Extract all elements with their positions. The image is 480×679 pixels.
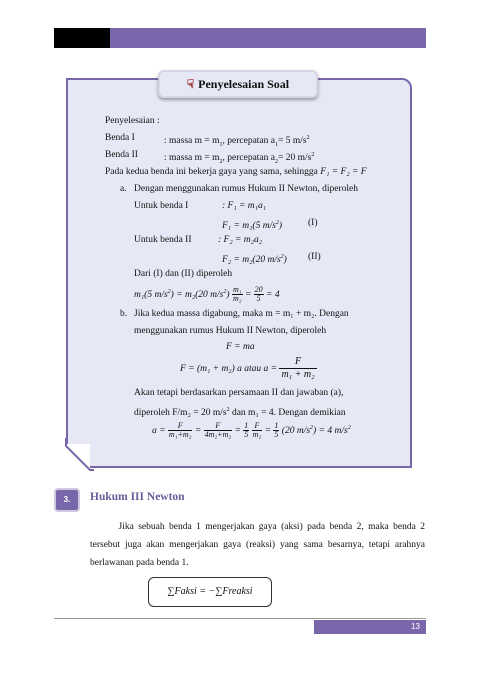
item-b-label: b.: [120, 309, 128, 319]
dari-text: Dari (I) dan (II) diperoleh: [134, 269, 233, 279]
newton3-formula: ∑Faksi = −∑Freaksi: [167, 586, 253, 597]
page-number: 13: [314, 620, 426, 634]
header-bar-purple: [110, 28, 426, 48]
section-number-badge: 3.: [54, 488, 80, 512]
benda1-label: Benda I: [105, 133, 135, 143]
eq1a: : F₁ = m₁a₁: [222, 201, 267, 211]
box-corner-notch: [64, 438, 94, 472]
benda2-desc: : massa $m = m_2$, percepatan $a_2= 20$ $m/s^2$: [164, 152, 315, 166]
akan-line2: diperoleh F/m₂ = 20 $m/s^2$ dan m₁ = 4. Dengan demikian: [134, 407, 346, 419]
header-bar-black: [54, 28, 110, 48]
newton3-formula-box: [148, 577, 272, 607]
eq2b: F₂ = m₂(20 $m/s^2$): [222, 254, 287, 266]
ratio-eq: m₁(5 $m/s^2) = m_2(20$ $m/s^2$) $\frac{\text{m₁}}{\text{m₂}}$ = $\frac{20}{5}$ = 4: [134, 285, 280, 304]
solution-title: Penyelesaian Soal: [198, 77, 290, 91]
final-eq: a = $\frac{F}{\text{m₁+m₂}}$ = $\frac{F}{\text{4m₂+m₂}}$ = $\frac{1}{5}$ $\frac{F}{\text{m₂}}$ = $\frac{1}{5}$ (20 $m/s^2) = 4$ $m/s^2$: [152, 421, 351, 440]
f-ma: F = ma: [226, 342, 255, 352]
eq1b: F₁ = m₁(5 $m/s^2$): [222, 220, 283, 232]
line3: Pada kedua benda ini bekerja gaya yang sama, sehingga F₁ = F₂ = F: [105, 167, 367, 177]
hand-pointer-icon: ☟: [186, 77, 195, 91]
tag2: (II): [308, 252, 321, 262]
intro-text: Penyelesaian :: [105, 116, 160, 126]
tag1: (I): [308, 218, 318, 228]
section-paragraph: Jika sebuah benda 1 mengerjakan gaya (aksi) pada benda 2, maka benda 2 tersebut juga akan mengerjakan gaya (reaksi) yang sama besarnya, tetapi arahnya berlawanan pada benda 1.: [90, 522, 425, 568]
item-a-label: a.: [120, 184, 127, 194]
footer-line: [54, 618, 426, 619]
eq2a: : F₂ = m₂a₂: [218, 235, 263, 245]
item-b-line1: Jika kedua massa digabung, maka m = m₁ + m₂. Dengan: [134, 309, 349, 319]
f-eq: F = (m₁ + m₂) a atau a = $\frac{F}{\text{m₁ + m₂}}$: [180, 356, 315, 381]
benda2-label: Benda II: [105, 150, 138, 160]
untuk-benda1: Untuk benda I: [134, 201, 189, 211]
solution-title-tab: [158, 70, 318, 98]
item-a-text: Dengan menggunakan rumus Hukum II Newton, diperoleh: [134, 184, 358, 194]
section-title: Hukum III Newton: [90, 491, 185, 503]
akan-line1: Akan tetapi berdasarkan persamaan II dan jawaban (a),: [134, 388, 344, 398]
item-b-line2: menggunakan rumus Hukum II Newton, diperoleh: [134, 326, 327, 336]
untuk-benda2: Untuk benda II: [134, 235, 192, 245]
benda1-desc: : massa $m = m_1$, percepatan $a_1= 5$ $m/s^2$: [164, 135, 310, 149]
